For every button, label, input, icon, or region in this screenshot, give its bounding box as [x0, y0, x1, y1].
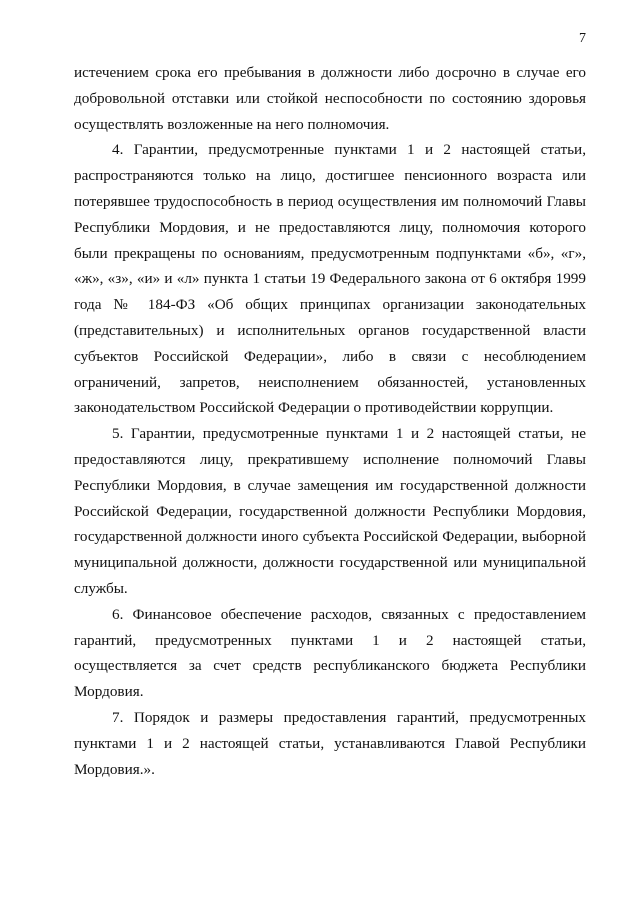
- page-number: 7: [579, 31, 586, 46]
- paragraph-continuation: истечением срока его пребывания в должности либо досрочно в случае его добровольной отставки или стойкой неспособности по состоянию здоровья осуществлять возложенные на него полномочия.: [74, 64, 586, 133]
- paragraph-item-6: 6. Финансовое обеспечение расходов, связанных с предоставлением гарантий, предусмотренных пунктами 1 и 2 настоящей статьи, осуществляется за счет средств республиканского бюджета Республики Мордовия.: [74, 605, 586, 701]
- paragraph-item-5: 5. Гарантии, предусмотренные пунктами 1 и 2 настоящей статьи, не предоставляются лицу, прекратившему исполнение полномочий Главы Республики Мордовия, в случае замещения им государственной должности Российской Федерации, государственной должности Республики Мордовия, государственной должности иного субъекта Российской Федерации, выборной муниципальной должности, должности государственной или муниципальной службы.: [74, 425, 586, 597]
- document-body: [74, 60, 586, 782]
- paragraph-item-7: 7. Порядок и размеры предоставления гарантий, предусмотренных пунктами 1 и 2 настоящей статьи, устанавливаются Главой Республики Мордовия.».: [74, 708, 586, 778]
- paragraph-item-4: 4. Гарантии, предусмотренные пунктами 1 и 2 настоящей статьи, распространяются только на лицо, достигшее пенсионного возраста или потерявшее трудоспособность в период осуществления им полномочий Главы Республики Мордовия, и не предоставляются лицу, полномочия которого были прекращены по основаниям, предусмотренным подпунктами «б», «г», «ж», «з», «и» и «л» пункта 1 статьи 19 Федерального закона от 6 октября 1999 года № 184-ФЗ «Об общих принципах организации законодательных (представительных) и исполнительных органов государственной власти субъектов Российской Федерации», либо в связи с несоблюдением ограничений, запретов, неисполнением обязанностей, установленных законодательством Российской Федерации о противодействии коррупции.: [74, 141, 586, 417]
